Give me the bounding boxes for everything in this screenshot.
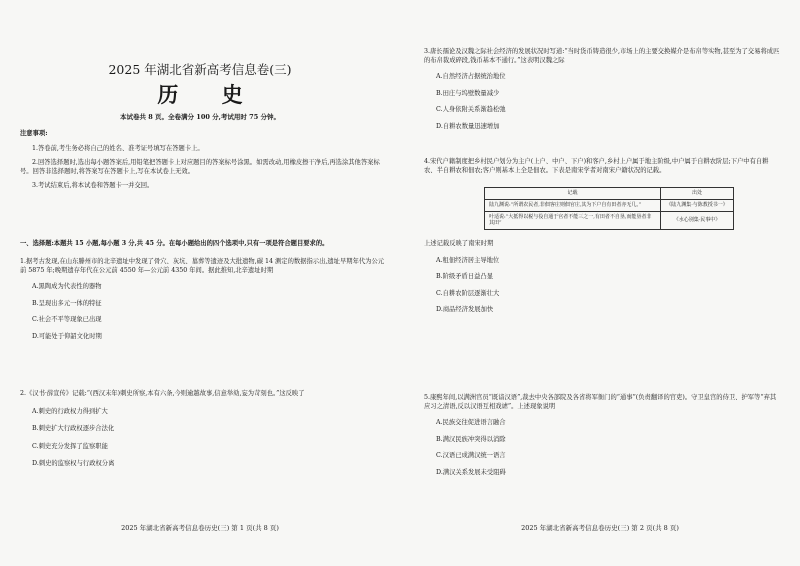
table-header-row [485,188,734,200]
option-d: D.满汉关系发展未受阻碍 [436,468,506,476]
question-5 [424,394,780,477]
table-row [485,199,734,211]
subject-title: 历 史 [157,82,261,107]
question-2 [20,390,386,469]
option-b: B.阶级矛盾日益凸显 [436,273,494,280]
option-a: A.自然经济占据统治地位 [436,73,506,80]
page-2 [400,0,800,566]
section-heading: 一、选择题:本题共 15 小题,每小题 3 分,共 45 分。在每小题给出的四个选项中,只有一项是符合题目要求的。 [20,240,329,247]
option-b: B.田庄与坞壁数量减少 [436,89,500,97]
option-d: D.商品经济发展加快 [436,306,494,313]
notes [20,130,386,191]
question-1 [20,258,386,341]
option-c: C.人身依附关系渐趋松弛 [436,106,506,113]
note-item: 1.答卷前,考生务必将自己的姓名、准考证号填写在答题卡上。 [32,144,204,152]
table-cell: 陆九渊说:“所谓农民者,非佃客庄则佃官庄,其为下户自有田者亦无几。” [485,199,661,211]
table-cell: 叶适说:“大抵得以税与役自通于官者不能三之一,有田者不自垦,而能垦者非其田” [485,211,661,230]
question-stem: 1.据考古发现,在山东滕州市的北辛遗址中发现了骨穴、灰坑、墓葬等遗迹及大批遗物,碳 14 测定的数据指示出,遗址早期年代为公元前 5875 年;晚期遗存年代在公元前 4550 年—公元前 4350 年间。据此推知,北辛遗址时期 [20,258,385,274]
table-cell: 《水心别集·民事中》 [661,211,734,230]
option-a: A.刺史的行政权力得到扩大 [32,407,108,415]
column-header: 记载 [485,188,661,200]
option-a: A.黑陶成为代表性的器物 [32,283,102,290]
table-row [485,211,734,230]
option-c: C.汉语已成满汉统一语言 [436,452,506,459]
table-cell: 《陆九渊集·与陈教授书一》 [661,199,734,211]
option-c: C.社会不平等现象已出现 [32,316,102,323]
column-header: 出处 [661,188,734,200]
question-stem: 4.宋代户籍制度把乡村民户划分为主户(上户、中户、下户)和客户,乡村上户属于地主阶级,中户属于自耕农阶层;下户中有自耕农、半自耕农和佃农;客户则基本上全是佃农。下表是南宋学者对南宋户籍状况的记载。 [424,158,769,174]
option-b: B.满汉民族冲突得以消除 [436,435,506,443]
option-d: D.自耕农数量迅速增加 [436,122,500,130]
page-footer: 2025 年湖北省新高考信息卷历史(三) 第 1 页(共 8 页) [121,524,279,532]
question-stem: 3.唐长孺论及汉魏之际社会经济的发展状况时写道:“当时货币铸造很少,市场上的主要交换媒介是布帛等实物,甚至为了交易将成匹的布帛裁成碎段,钱币基本不通行。”这表明汉魏之际 [424,48,780,64]
option-a: A.民族交往促进语言融合 [436,419,506,426]
page-footer: 2025 年湖北省新高考信息卷历史(三) 第 2 页(共 8 页) [521,524,679,532]
exam-meta: 本试卷共 8 页。全卷满分 100 分,考试用时 75 分钟。 [120,113,280,121]
note-item: 3.考试结束后,将本试卷和答题卡一并交回。 [32,182,154,189]
option-b: B.刺史扩大行政权逐步合法化 [32,425,115,432]
option-c: C.刺史充分发挥了监察职能 [32,442,108,450]
question-4 [424,158,780,315]
option-a: A.租佃经济居主导地位 [436,256,500,264]
option-d: D.刺史的监察权与行政权分离 [32,460,115,467]
records-table [484,187,734,230]
exam-title: 2025 年湖北省新高考信息卷(三) [108,62,292,77]
option-b: B.呈现出多元一体的特征 [32,299,102,307]
question-lead: 上述记载反映了南宋时期 [424,240,494,247]
question-stem: 2.《汉书·薛宣传》记载:“(西汉末年)刺史所察,本有六条,今则逾越故事,信意举劾,妄为苛刻也。”这反映了 [20,390,305,397]
option-c: C.自耕农阶层逐渐壮大 [436,289,500,297]
notes-heading: 注意事项: [20,130,48,137]
option-d: D.可能处于仰韶文化时期 [32,332,102,340]
question-stem: 5.康熙年间,以满洲官员“既谙汉语”,裁去中央各部院及各省将军衙门的“通事”(负责翻译的官吏)。守卫皇宫的侍卫、护军等“弃其应习之清语,反以汉语互相戏谑”。上述现象说明 [424,394,777,410]
note-item: 2.回答选择题时,选出每小题答案后,用铅笔把答题卡上对应题目的答案标号涂黑。如需改动,用橡皮擦干净后,再选涂其他答案标号。回答非选择题时,将答案写在答题卡上,写在本试卷上无效。 [20,159,380,175]
question-3 [424,48,780,131]
